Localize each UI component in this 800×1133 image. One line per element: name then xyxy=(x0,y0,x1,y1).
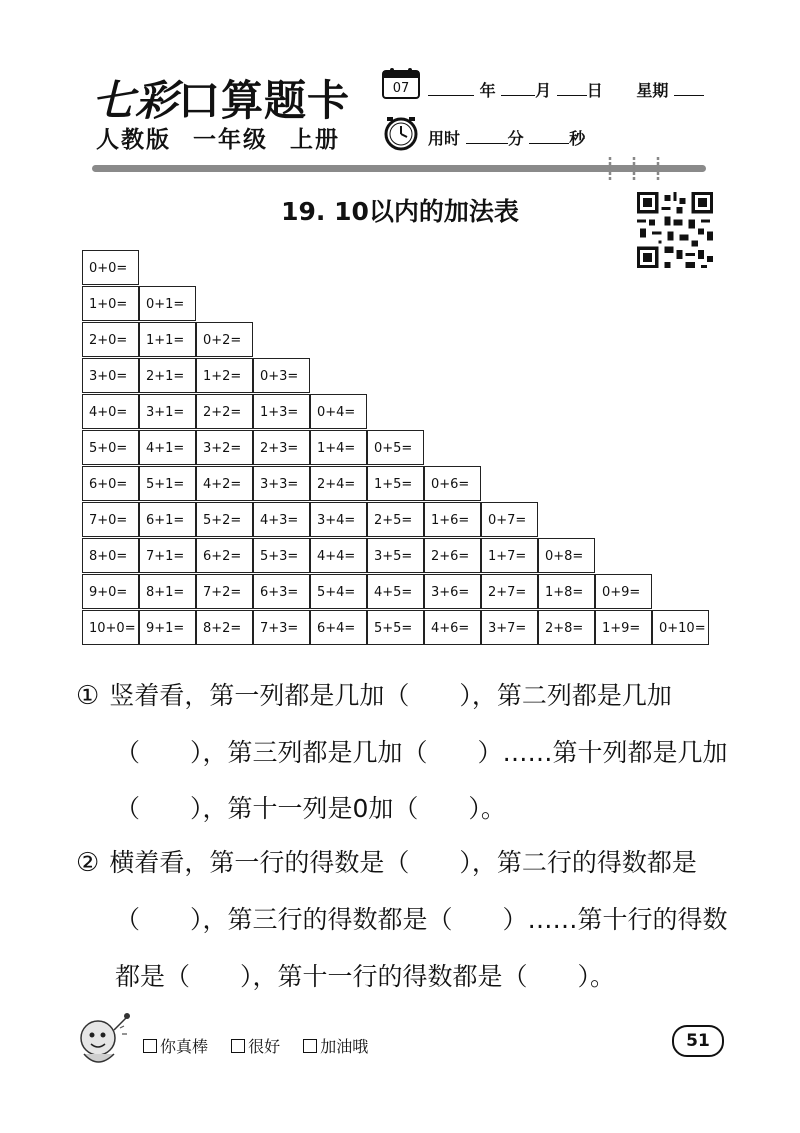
table-cell[interactable]: 2+0= xyxy=(82,322,139,357)
table-cell[interactable]: 7+0= xyxy=(82,502,139,537)
table-cell[interactable]: 2+4= xyxy=(310,466,367,501)
binder-pins-icon xyxy=(604,155,664,183)
table-cell[interactable]: 4+3= xyxy=(253,502,310,537)
table-cell[interactable]: 1+6= xyxy=(424,502,481,537)
table-cell[interactable]: 1+5= xyxy=(367,466,424,501)
clock-icon xyxy=(381,115,421,151)
year-label: 年 xyxy=(479,81,496,100)
page-title: 19. 10以内的加法表 xyxy=(281,197,519,226)
table-cell[interactable]: 3+7= xyxy=(481,610,538,645)
table-cell[interactable]: 0+5= xyxy=(367,430,424,465)
table-cell[interactable]: 5+4= xyxy=(310,574,367,609)
table-cell[interactable]: 1+4= xyxy=(310,430,367,465)
year-blank[interactable] xyxy=(428,81,474,96)
table-cell[interactable]: 7+2= xyxy=(196,574,253,609)
table-cell[interactable]: 0+3= xyxy=(253,358,310,393)
table-cell[interactable]: 2+7= xyxy=(481,574,538,609)
brand-main: 口算题卡 xyxy=(178,76,351,125)
table-cell[interactable]: 4+4= xyxy=(310,538,367,573)
brand-prefix: 七彩 xyxy=(92,76,179,125)
minutes-label: 分 xyxy=(507,129,524,148)
table-cell[interactable]: 3+1= xyxy=(139,394,196,429)
page-number: 51 xyxy=(672,1025,724,1057)
table-cell[interactable]: 5+0= xyxy=(82,430,139,465)
table-cell[interactable]: 5+2= xyxy=(196,502,253,537)
table-cell[interactable]: 8+2= xyxy=(196,610,253,645)
table-cell[interactable]: 0+9= xyxy=(595,574,652,609)
table-cell[interactable]: 8+0= xyxy=(82,538,139,573)
date-fill-line xyxy=(428,78,704,101)
table-cell[interactable]: 3+6= xyxy=(424,574,481,609)
table-cell[interactable]: 6+0= xyxy=(82,466,139,501)
brand-title xyxy=(92,68,350,128)
table-cell[interactable]: 5+5= xyxy=(367,610,424,645)
table-cell[interactable]: 9+0= xyxy=(82,574,139,609)
table-cell[interactable]: 1+0= xyxy=(82,286,139,321)
question-1-text-1: 竖着看，第一列都是几加（ ），第二列都是几加 xyxy=(109,681,672,710)
table-cell[interactable]: 1+9= xyxy=(595,610,652,645)
minutes-blank[interactable] xyxy=(466,129,508,144)
table-cell[interactable]: 1+8= xyxy=(538,574,595,609)
table-cell[interactable]: 9+1= xyxy=(139,610,196,645)
table-cell[interactable]: 4+5= xyxy=(367,574,424,609)
table-cell[interactable]: 1+7= xyxy=(481,538,538,573)
table-cell[interactable]: 3+3= xyxy=(253,466,310,501)
table-cell[interactable]: 1+1= xyxy=(139,322,196,357)
rating-label-good: 很好 xyxy=(248,1037,281,1056)
edition-publisher: 人教版 xyxy=(96,127,171,153)
table-cell[interactable]: 0+10= xyxy=(652,610,709,645)
edition-grade: 一年级 xyxy=(193,127,268,153)
question-1-line-3: （ ），第十一列是0加（ ）。 xyxy=(115,794,506,823)
table-cell[interactable]: 0+0= xyxy=(82,250,139,285)
question-1-line-2: （ ），第三列都是几加（ ）……第十列都是几加 xyxy=(115,738,728,767)
qr-code-icon[interactable] xyxy=(637,192,713,268)
table-cell[interactable]: 4+2= xyxy=(196,466,253,501)
rating-option-keep-going[interactable] xyxy=(303,1037,368,1056)
day-label: 日 xyxy=(586,81,603,100)
question-2-text-1: 横着看，第一行的得数是（ ），第二行的得数都是 xyxy=(109,848,697,877)
edition-line xyxy=(96,121,362,154)
table-cell[interactable]: 0+1= xyxy=(139,286,196,321)
table-cell[interactable]: 3+5= xyxy=(367,538,424,573)
table-cell[interactable]: 2+2= xyxy=(196,394,253,429)
weekday-blank[interactable] xyxy=(674,81,704,96)
table-cell[interactable]: 7+3= xyxy=(253,610,310,645)
question-2-line-1 xyxy=(76,843,697,879)
calendar-icon xyxy=(381,66,421,100)
rating-label-great: 你真棒 xyxy=(160,1037,209,1056)
table-cell[interactable]: 2+5= xyxy=(367,502,424,537)
seconds-blank[interactable] xyxy=(529,129,569,144)
table-cell[interactable]: 2+1= xyxy=(139,358,196,393)
self-rating xyxy=(143,1034,386,1057)
question-1-number: ① xyxy=(76,681,100,711)
table-cell[interactable]: 1+3= xyxy=(253,394,310,429)
question-2-line-2: （ ），第三行的得数都是（ ）……第十行的得数 xyxy=(115,905,728,934)
table-cell[interactable]: 6+1= xyxy=(139,502,196,537)
table-cell[interactable]: 3+0= xyxy=(82,358,139,393)
time-fill-line xyxy=(428,126,585,149)
time-label: 用时 xyxy=(428,129,461,148)
question-1-line-1 xyxy=(76,676,672,712)
table-cell[interactable]: 4+6= xyxy=(424,610,481,645)
table-cell[interactable]: 6+3= xyxy=(253,574,310,609)
rating-option-good[interactable] xyxy=(231,1037,280,1056)
table-cell[interactable]: 4+1= xyxy=(139,430,196,465)
table-cell[interactable]: 8+1= xyxy=(139,574,196,609)
calendar-day-text: 07 xyxy=(392,81,410,96)
table-cell[interactable]: 7+1= xyxy=(139,538,196,573)
edition-volume: 上册 xyxy=(290,127,340,153)
table-cell[interactable]: 2+3= xyxy=(253,430,310,465)
table-cell[interactable]: 6+4= xyxy=(310,610,367,645)
weekday-label: 星期 xyxy=(636,81,669,100)
table-cell[interactable]: 6+2= xyxy=(196,538,253,573)
table-cell[interactable]: 0+2= xyxy=(196,322,253,357)
table-cell[interactable]: 2+8= xyxy=(538,610,595,645)
table-cell[interactable]: 5+3= xyxy=(253,538,310,573)
checkbox-icon[interactable] xyxy=(231,1039,245,1053)
table-cell[interactable]: 2+6= xyxy=(424,538,481,573)
month-blank[interactable] xyxy=(501,81,535,96)
month-label: 月 xyxy=(535,81,552,100)
day-blank[interactable] xyxy=(557,81,587,96)
table-cell[interactable]: 4+0= xyxy=(82,394,139,429)
checkbox-icon[interactable] xyxy=(143,1039,157,1053)
question-2-number: ② xyxy=(76,848,100,878)
rating-option-great[interactable] xyxy=(143,1037,208,1056)
table-cell[interactable]: 3+2= xyxy=(196,430,253,465)
table-cell[interactable]: 10+0= xyxy=(82,610,139,645)
checkbox-icon[interactable] xyxy=(303,1039,317,1053)
seconds-label: 秒 xyxy=(569,129,586,148)
table-cell[interactable]: 0+8= xyxy=(538,538,595,573)
table-cell[interactable]: 3+4= xyxy=(310,502,367,537)
table-cell[interactable]: 1+2= xyxy=(196,358,253,393)
table-cell[interactable]: 5+1= xyxy=(139,466,196,501)
table-cell[interactable]: 0+6= xyxy=(424,466,481,501)
question-2-line-3: 都是（ ），第十一行的得数都是（ ）。 xyxy=(115,962,616,991)
table-cell[interactable]: 0+7= xyxy=(481,502,538,537)
table-cell[interactable]: 0+4= xyxy=(310,394,367,429)
rating-label-keep-going: 加油哦 xyxy=(320,1037,369,1056)
mascot-icon xyxy=(70,1008,136,1074)
